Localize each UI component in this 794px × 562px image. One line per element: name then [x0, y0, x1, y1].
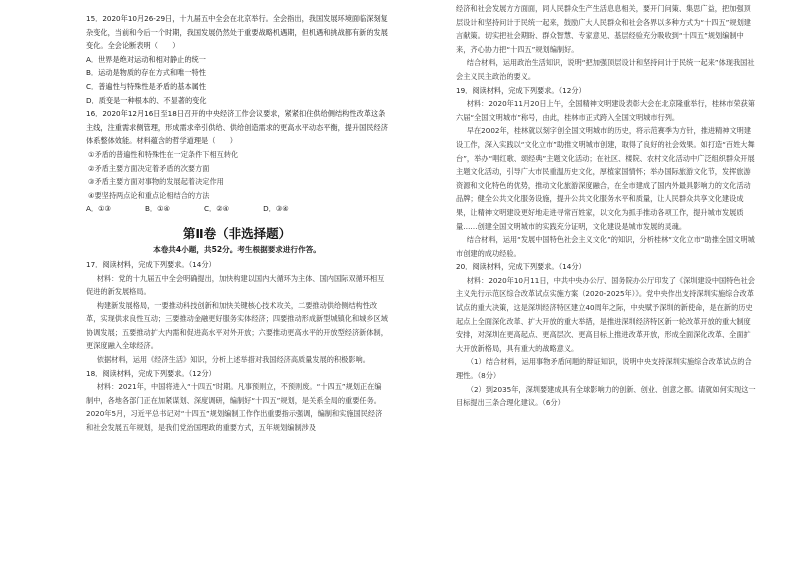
q18-head: 18．阅读材料，完成下列要求。（12分） [86, 368, 216, 378]
q15-option-d: D．质变是一种根本的、不显著的变化 [86, 95, 207, 105]
q16-option-c: C．②④ [204, 204, 230, 214]
q16-options [86, 202, 388, 216]
q16-option-d: D．③④ [263, 204, 289, 214]
part2-title: 第Ⅱ卷（非选择题） [182, 225, 292, 241]
q16-statement-2: ②矛盾主要方面决定着矛盾的次要方面 [88, 163, 210, 173]
q17-material-2: 构建新发展格局，一要推动科技创新和加快关键核心技术攻关，二要推动供给侧结构性改革，实现供求良性互动；三要推动金融更好服务实体经济；四要推动形成新型城镇化和城乡区域协调发展；五要推动扩大内需和促进高水平对外开放；六要推动更高水平的开放型经济新体制，更深度融入全球经济。 [86, 300, 388, 351]
q16-option-b: B．①④ [145, 204, 171, 214]
q18-task: 结合材料，运用政治生活知识，说明“把加强顶层设计和坚持问计于民统一起来”体现我国社会主义民主政治的要义。 [456, 58, 755, 81]
left-column [86, 0, 388, 562]
q17-head: 17．阅读材料，完成下列要求。（14分） [86, 259, 216, 269]
q20-task-2: （2）到2035年，深圳要建成具有全球影响力的创新、创业、创意之都。请就如何实现这一目标提出三条合理化建议。（6分） [456, 384, 756, 408]
q18-material: 材料：2021年，中国将进入“十四五”时期。凡事预则立，不预则废。“十四五”规划正在编制中，各地各部门正在加紧谋划、深度调研，编制好“十四五”规划，是关系全局的重要任务。2020年5月，习近平总书记对“十四五”规划编制工作作出重要指示强调，编制和实施国民经济和社会发展五年规划，是我们党治国理政的重要方式，五年规划编制涉及 [86, 382, 383, 433]
part2-note: 本卷共4小题，共52分。考生根据要求进行作答。 [153, 244, 321, 254]
q16-option-a: A．①③ [86, 204, 111, 214]
q15-option-b: B．运动是物质的存在方式和唯一特性 [86, 68, 206, 78]
q15-option-a: A．世界是绝对运动和相对静止的统一 [86, 54, 206, 64]
q17-task: 依据材料，运用《经济生活》知识，分析上述举措对我国经济高质量发展的积极影响。 [96, 355, 370, 365]
q16-stem: 16．2020年12月16日至18日召开的中央经济工作会议要求，紧紧扣住供给侧结构性改革这条主线，注重需求侧管理，形成需求牵引供给、供给创造需求的更高水平动态平衡，提升国民经济体系整体效能。材料蕴含的哲学道理是（ ） [86, 109, 388, 146]
q15-stem: 15．2020年10月26-29日，十九届五中全会在北京举行。全会指出，我国发展环境面临深刻复杂变化，当前和今后一个时期，我国发展仍然处于重要战略机遇期，但机遇和挑战都有新的发展变化。全会论断表明（ ） [86, 14, 388, 51]
q19-head: 19．阅读材料，完成下列要求。（12分） [456, 85, 586, 95]
q19-material-2: 早在2002年，桂林就以刻字创全国文明城市的历史，将示范赛季为方针，推进精神文明建设工作，深入实践以“文化立市”助推文明城市创建，取得了良好的社会效果。如打造“百姓大舞台”，举办“唱红歌、颂经典”主题文化活动；在社区、楼院、农村文化活动中广泛组织群众开展主题文化活动，引导广大市民重温历史文化，厚植家国情怀；举办国际旅游文化节，发挥旅游资源和文化特色的优势，推动文化旅游深度融合，在全市建成了国内外最具影响力的文化活动品牌；健全公共文化服务设施，提升公共文化服务水平和质量，让人民群众共享文化建设成果，让精神文明建设更好地走进寻常百姓家，以文化为抓手推动各项工作，提升城市发展质量……创建全国文明城市的实践充分证明，文化建设是城市发展的灵魂。 [456, 126, 755, 231]
q20-material: 材料：2020年10月11日，中共中央办公厅、国务院办公厅印发了《深圳建设中国特色社会主义先行示范区综合改革试点实施方案（2020-2025年）》。党中央作出支持深圳实施综合改革试点的重大决策，这是深圳经济特区建立40周年之际，中央赋予深圳的新使命，是在新的历史起点上全面深化改革、扩大开放的重大举措，是推进深圳经济特区新一轮改革开放的重大制度安排，对深圳在更高起点、更高层次、更高目标上推进改革开放，形成全面深化改革、全面扩大开放新格局，具有重大的战略意义。 [456, 275, 755, 353]
right-column [456, 0, 756, 562]
q19-task: 结合材料，运用“发展中国特色社会主义文化”的知识，分析桂林“文化立市”助推全国文明城市创建的成功经验。 [456, 235, 755, 258]
q15-option-c: C．普遍性与特殊性是矛盾的基本属性 [86, 81, 207, 91]
q19-material-1: 材料：2020年11月20日上午，全国精神文明建设表彰大会在北京隆重举行，桂林市荣获第六届“全国文明城市”称号，由此，桂林市正式跨入全国文明城市行列。 [456, 99, 755, 122]
q20-head: 20．阅读材料，完成下列要求。（14分） [456, 262, 586, 272]
q16-statement-4: ④要坚持两点论和重点论相结合的方法 [88, 190, 210, 200]
q16-statement-3: ③矛盾主要方面对事物的发展起着决定作用 [88, 177, 224, 187]
q16-statement-1: ①矛盾的普遍性和特殊性在一定条件下相互转化 [88, 149, 239, 159]
q18-material-continued: 经济和社会发展方方面面，同人民群众生产生活息息相关，要开门问策、集思广益，把加强顶层设计和坚持问计于民统一起来，鼓励广大人民群众和社会各界以多种方式为“十四五”规划建言献策。切实把社会期盼、群众智慧、专家意见、基层经验充分吸收到“十四五”规划编制中来，齐心协力把“十四五”规划编制好。 [456, 4, 751, 54]
q17-material-1: 材料：党的十九届五中全会明确提出，加快构建以国内大循环为主体、国内国际双循环相互促进的新发展格局。 [86, 273, 385, 297]
q20-task-1: （1）结合材料，运用事物矛盾问题的辩证知识，说明中央支持深圳实施综合改革试点的合理性。（8分） [456, 357, 752, 381]
